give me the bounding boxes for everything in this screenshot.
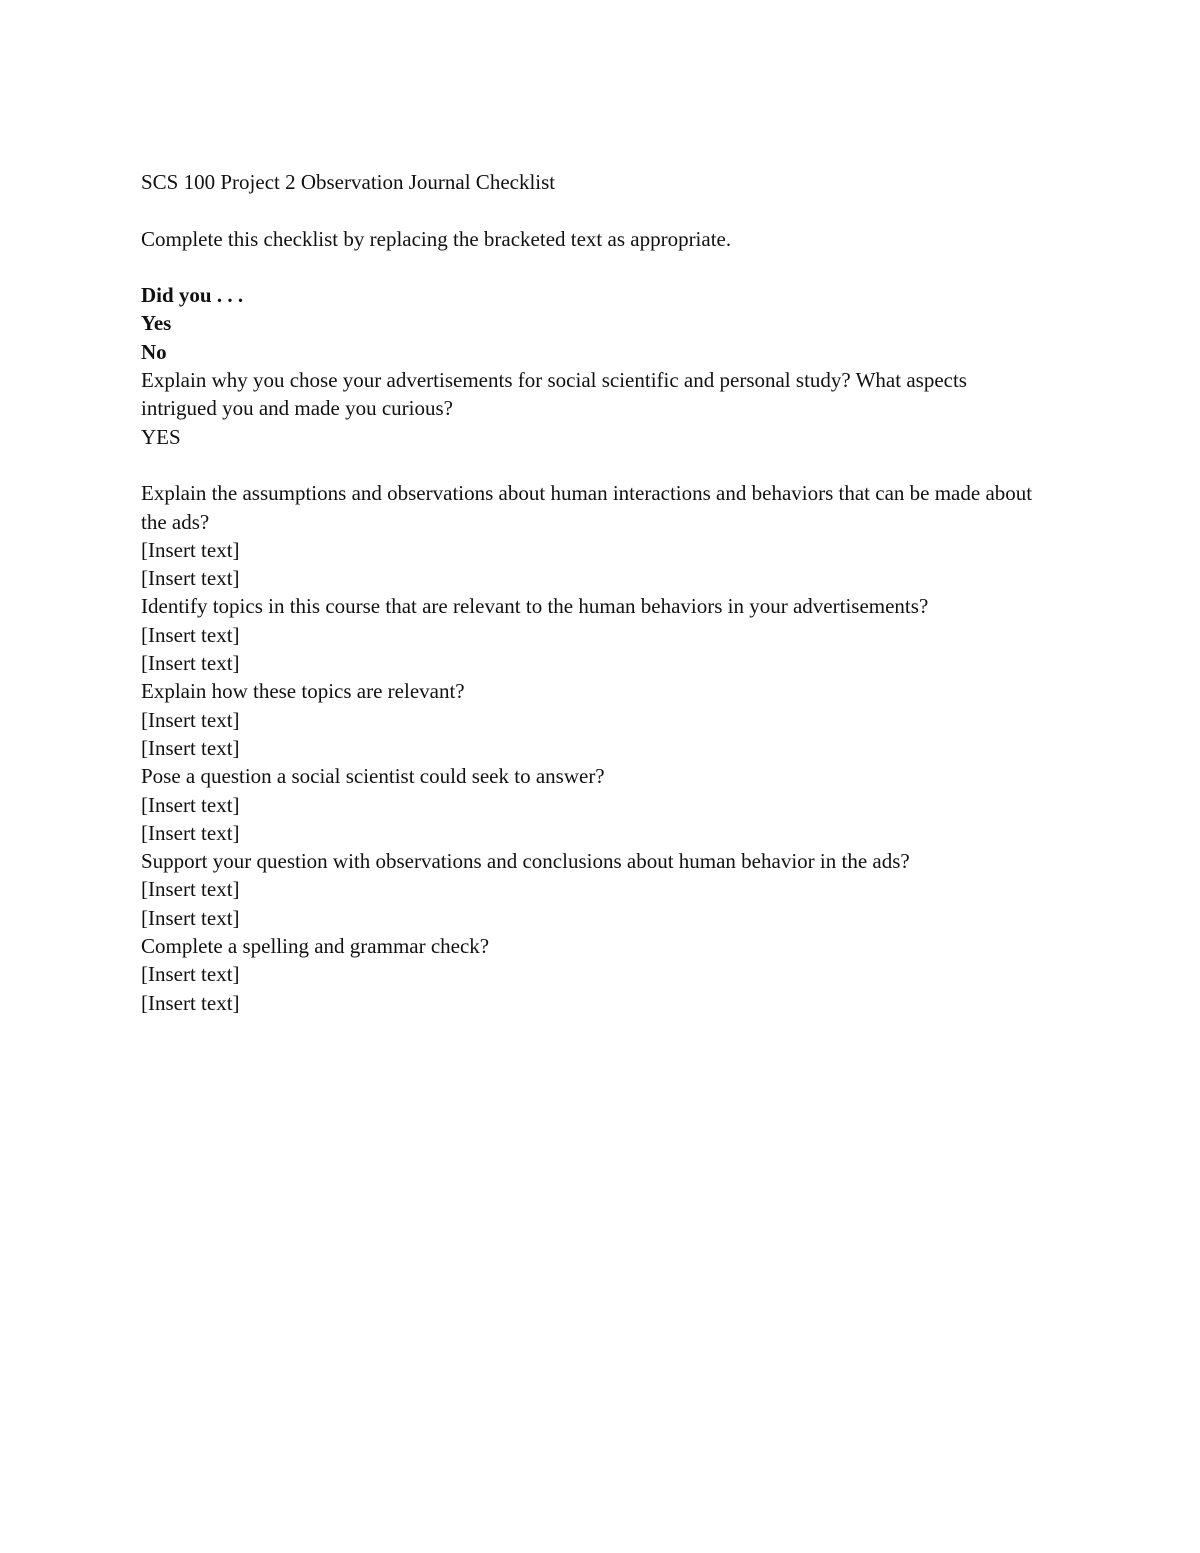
document-body [141,168,1041,1017]
spacer [141,253,1041,281]
checklist-answer-yes-6[interactable]: [Insert text] [141,877,240,902]
column-header-yes: Yes [141,311,172,336]
checklist-answer-no-3[interactable]: [Insert text] [141,651,240,676]
document-title: SCS 100 Project 2 Observation Journal Checklist [141,170,556,194]
checklist-answer-yes-3[interactable]: [Insert text] [141,622,240,647]
instructions-text: Complete this checklist by replacing the bracketed text as appropriate. [141,226,732,251]
checklist-answer-no-5[interactable]: [Insert text] [141,820,240,845]
checklist-answer-no-6[interactable]: [Insert text] [141,905,240,930]
checklist-question-1: Explain why you chose your advertisements for social scientific and personal study? What aspects intrigued you and made you curious? [141,368,967,421]
checklist-answer-no-1[interactable] [141,451,1041,479]
checklist-question-3: Identify topics in this course that are relevant to the human behaviors in your advertisements? [141,594,929,619]
column-header-did-you: Did you . . . [141,283,244,308]
checklist-answer-yes-4[interactable]: [Insert text] [141,707,240,732]
checklist-question-6: Support your question with observations and conclusions about human behavior in the ads? [141,849,910,874]
checklist-question-5: Pose a question a social scientist could seek to answer? [141,764,605,789]
spacer [141,196,1041,224]
checklist-question-2: Explain the assumptions and observations about human interactions and behaviors that can be made about the ads? [141,481,1033,534]
checklist-answer-no-7[interactable]: [Insert text] [141,990,240,1015]
checklist-answer-yes-1[interactable]: YES [141,424,181,449]
column-header-no: No [141,339,167,364]
checklist-question-7: Complete a spelling and grammar check? [141,934,490,959]
checklist-question-4: Explain how these topics are relevant? [141,679,465,704]
checklist-answer-yes-5[interactable]: [Insert text] [141,792,240,817]
checklist-answer-yes-2[interactable]: [Insert text] [141,537,240,562]
checklist-answer-no-4[interactable]: [Insert text] [141,735,240,760]
checklist-answer-yes-7[interactable]: [Insert text] [141,962,240,987]
checklist-answer-no-2[interactable]: [Insert text] [141,566,240,591]
